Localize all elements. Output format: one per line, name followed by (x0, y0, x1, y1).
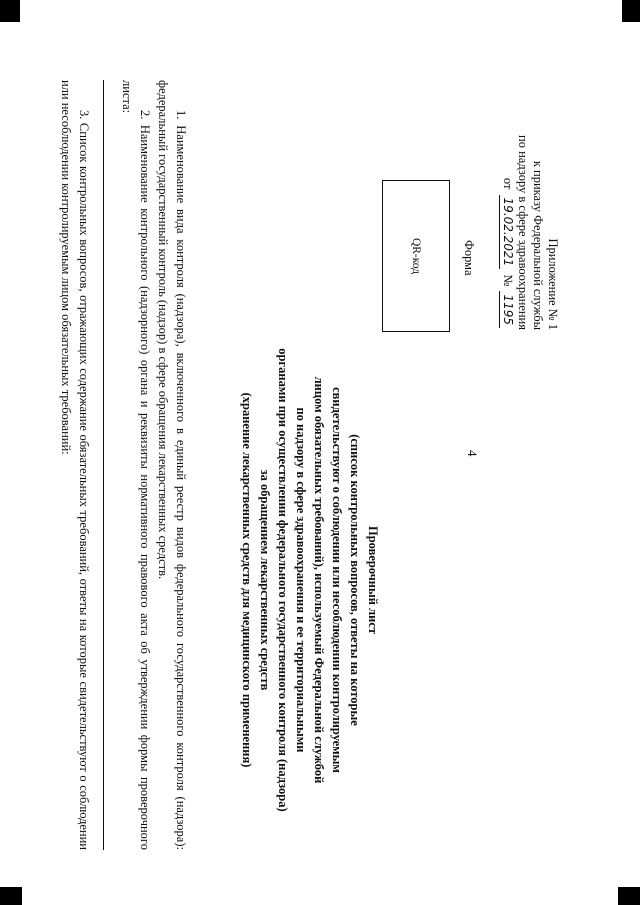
checklist-title (238, 330, 382, 830)
scan-corner-bottom-left (0, 887, 22, 905)
title-line-2: (список контрольных вопросов, ответы на которые (348, 434, 362, 726)
paragraph-2: 2. Наименование контрольного (надзорного) органа и реквизиты нормативного правового акта об утверждении формы проверочного листа: (120, 80, 152, 850)
paragraph-1: 1. Наименование вида контроля (надзора), включенного в единый реестр видов федерального государственного контроля (надзора): федеральный государственный контроль (надзор) в сфере обращения лекарственных средств. (156, 80, 188, 850)
order-number-handwritten: 1195 (499, 291, 515, 328)
qr-code-box (382, 180, 450, 332)
form-label: Форма (462, 240, 476, 276)
order-date-handwritten: 19.02.2021 (499, 195, 515, 270)
title-line-1: Проверочный лист (366, 525, 380, 635)
paragraph-3: 3. Список контрольных вопросов, отражающих содержание обязательных требований, ответы на которые свидетельствуют о соблюдении или несоблюдении контролируемым лицом обязательных требований: (59, 80, 91, 850)
appendix-header (499, 100, 560, 330)
appendix-line-1: Приложение № 1 (546, 238, 560, 330)
title-line-5: по надзору в сфере здравоохранения и ее территориальными (294, 407, 308, 753)
title-line-8: (хранение лекарственных средств для медицинского применения) (240, 392, 254, 768)
title-line-3: свидетельствуют о соблюдении или несоблюдении контролируемым (330, 387, 344, 773)
title-line-4: лицом обязательных требований), используемый Федеральной службой (312, 376, 326, 784)
fill-in-line (103, 80, 104, 850)
title-line-6: органами при осуществлении федерального государственного контроля (надзора) (276, 348, 290, 812)
title-line-7: за обращением лекарственных средств (258, 469, 272, 691)
page-number: 4 (465, 450, 480, 457)
document-body (57, 80, 190, 850)
scan-corner-top-right (622, 0, 640, 22)
order-number-label: № (501, 274, 515, 287)
order-prefix: от (501, 177, 515, 190)
appendix-line-2: к приказу Федеральной службы (531, 160, 545, 330)
scan-corner-bottom-right (618, 887, 640, 905)
qr-code-label: QR-код (410, 237, 422, 275)
order-reference (499, 100, 515, 330)
scan-corner-top-left (0, 0, 20, 22)
document-sheet (59, 40, 560, 880)
appendix-line-3: по надзору в сфере здравоохранения (516, 135, 530, 330)
